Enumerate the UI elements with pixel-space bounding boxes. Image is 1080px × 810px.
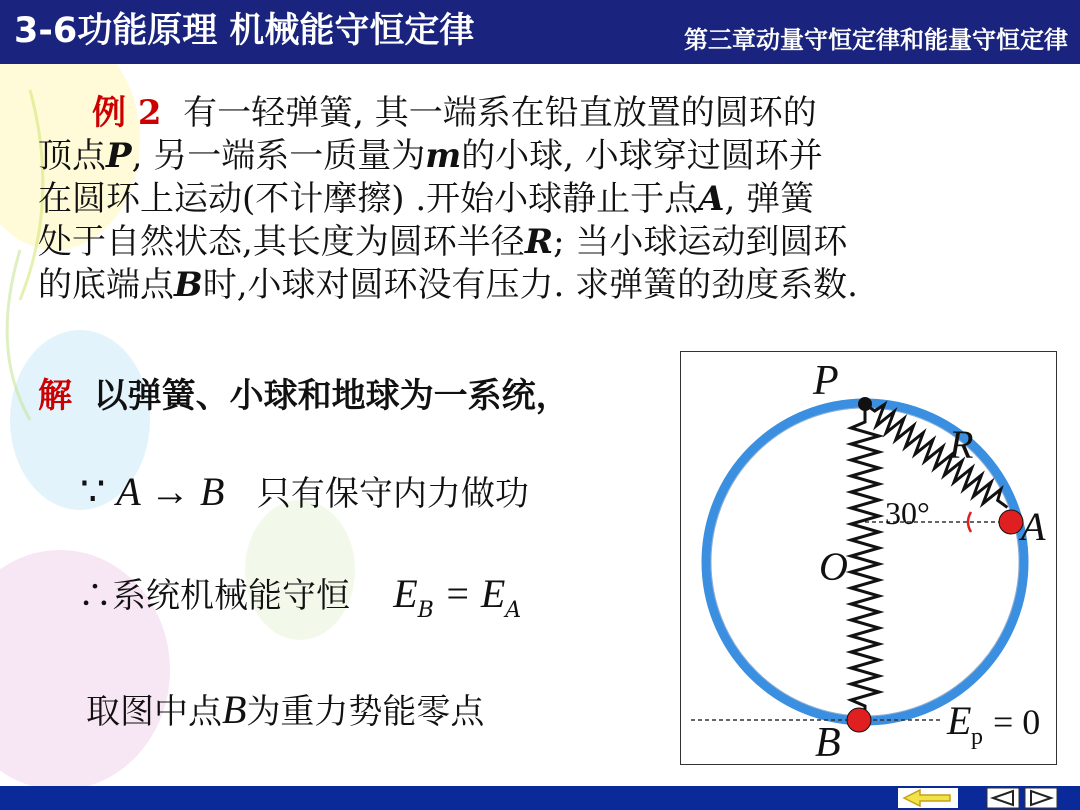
example-label: 例 2: [92, 93, 162, 133]
label-R: R: [949, 422, 974, 467]
problem-text-5b: 时,小球对圆环没有压力. 求弹簧的劲度系数.: [202, 265, 858, 305]
var-P: P: [106, 136, 132, 176]
previous-slide-icon[interactable]: [986, 786, 1022, 810]
label-A: A: [1021, 504, 1046, 549]
slanted-spring: [859, 395, 1014, 516]
solution-text-4a: 取图中点: [86, 692, 222, 732]
problem-text-4a: 处于自然状态,其长度为圆环半径: [38, 222, 525, 262]
problem-text-2b: , 另一端系一质量为: [131, 136, 426, 176]
chapter-title: 第三章动量守恒定律和能量守恒定律: [684, 26, 1068, 54]
solution-line-4: [86, 688, 484, 734]
vertical-spring: [851, 404, 879, 720]
solution-text-4b: 为重力势能零点: [246, 692, 485, 732]
problem-text-2c: 的小球, 小球穿过圆环并: [461, 136, 823, 176]
because-symbol: ∵: [80, 469, 106, 514]
problem-line-1: [38, 92, 1058, 135]
problem-line-3: [38, 178, 1058, 221]
problem-line-4: [38, 221, 1058, 264]
problem-statement: [38, 92, 1058, 307]
eq-rhs-sub: A: [505, 598, 522, 623]
problem-text-3b: , 弹簧: [724, 179, 815, 219]
title-bar: [0, 0, 1080, 64]
var-B: B: [174, 265, 203, 305]
spring-ring-diagram: [680, 351, 1057, 765]
solution-line-1: [38, 374, 570, 418]
var-A: A: [698, 179, 725, 219]
problem-text-2a: 顶点: [38, 136, 106, 176]
a-to-b: A → B: [116, 469, 225, 514]
return-arrow-icon[interactable]: [898, 786, 960, 810]
ball-a: [999, 510, 1023, 534]
slide-title: 3-6功能原理 机械能守恒定律: [14, 11, 475, 51]
var-R: R: [524, 222, 554, 262]
next-slide-icon[interactable]: [1024, 786, 1060, 810]
diagram-svg: [681, 352, 1058, 766]
problem-text-3a: 在圆环上运动(不计摩擦) .开始小球静止于点: [38, 179, 699, 219]
eq-lhs-sub: B: [417, 598, 434, 623]
problem-text-5a: 的底端点: [38, 265, 174, 305]
label-Ep-sub: p: [971, 724, 983, 750]
label-Ep: E: [947, 698, 972, 743]
ball-b: [847, 708, 871, 732]
label-O: O: [819, 544, 848, 589]
solution-text-2: 只有保守内力做功: [256, 474, 529, 514]
therefore-symbol: ∴: [78, 576, 112, 616]
solution-text-3: 系统机械能守恒: [112, 576, 350, 616]
eq-rhs: = E: [433, 571, 506, 616]
pivot-point-p: [858, 397, 872, 411]
label-angle: 30°: [885, 495, 930, 531]
label-Ep-value: = 0: [993, 702, 1041, 742]
problem-text-1: 有一轻弹簧, 其一端系在铅直放置的圆环的: [183, 93, 817, 133]
point-B-label: B: [222, 687, 247, 732]
var-m: m: [425, 136, 462, 176]
eq-lhs: E: [393, 571, 418, 616]
solution-text-1: 以弹簧、小球和地球为一系统，: [93, 376, 570, 416]
solution-label: 解: [38, 376, 72, 416]
solution-line-3: [78, 572, 521, 633]
problem-line-5: [38, 264, 1058, 307]
problem-text-4b: ; 当小球运动到圆环: [553, 222, 848, 262]
label-P: P: [813, 358, 839, 404]
solution-line-2: [80, 470, 529, 516]
label-B: B: [815, 720, 841, 766]
problem-line-2: [38, 135, 1058, 178]
